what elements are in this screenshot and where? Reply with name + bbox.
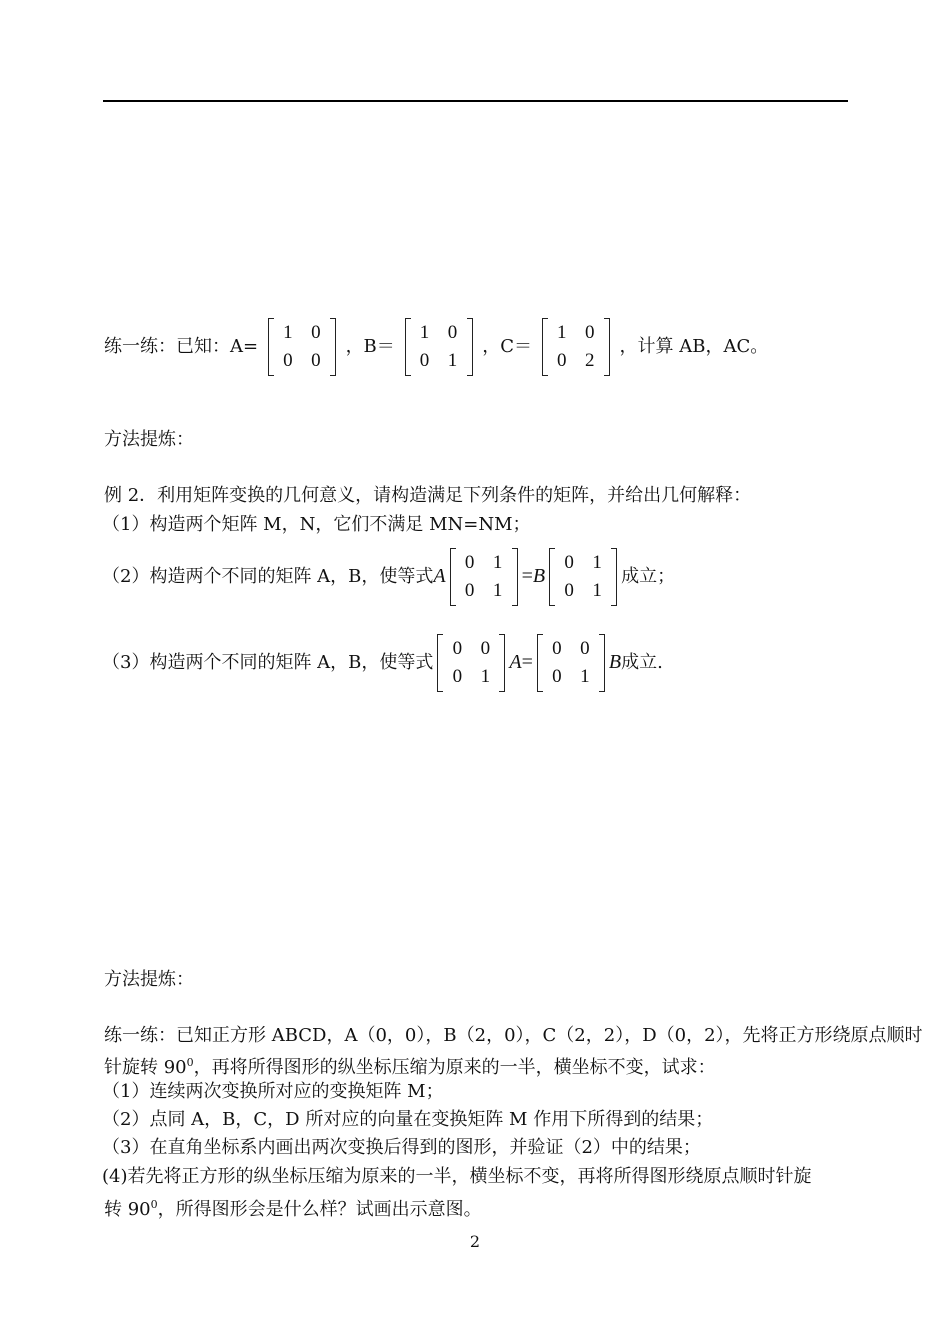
practice2-item4-line2: [104, 1193, 482, 1222]
equals-sign: =: [521, 565, 533, 587]
matrix-cell: 1: [480, 666, 491, 687]
example2-item1: （1）构造两个矩阵 M，N，它们不满足 MN=NM；: [102, 514, 531, 535]
matrix-cell: 0: [580, 638, 590, 659]
matrix-cell: 1: [592, 552, 602, 573]
matrix-cell: 1: [580, 666, 590, 687]
practice2-item2: （2）点同 A，B，C，D 所对应的向量在变换矩阵 M 作用下所得到的结果；: [102, 1109, 714, 1130]
matrix-cell: 0: [447, 322, 458, 343]
item3-prefix: （3）构造两个不同的矩阵 A，B，使等式: [102, 652, 434, 673]
matrix-cell: 0: [480, 638, 491, 659]
page-number: 2: [469, 1232, 481, 1251]
practice1-sep-c: ，C＝: [482, 336, 533, 357]
header-rule: [103, 100, 848, 102]
matrix-cell: 0: [557, 350, 567, 371]
item2-suffix: 成立；: [621, 566, 676, 587]
matrix-cell: 0: [464, 552, 475, 573]
matrix-cell: 1: [492, 552, 503, 573]
matrix-cell: 1: [447, 350, 458, 371]
line2-text: 针旋转 90: [104, 1057, 187, 1078]
var-b: B: [608, 651, 622, 673]
matrix-cell: 1: [592, 580, 602, 601]
item3-matrix-1: [437, 634, 505, 692]
matrix-cell: 0: [585, 322, 595, 343]
matrix-cell: 0: [564, 552, 574, 573]
matrix-cell: 1: [283, 322, 293, 343]
matrix-b: [405, 318, 473, 376]
practice2-item4-line1: (4)若先将正方形的纵坐标压缩为原来的一半，横坐标不变，再将所得图形绕原点顺时针旋: [102, 1166, 812, 1187]
matrix-cell: 0: [283, 350, 293, 371]
matrix-cell: 0: [311, 350, 321, 371]
var-b: B: [532, 565, 546, 587]
practice2-item3: （3）在直角坐标系内画出两次变换后得到的图形，并验证（2）中的结果；: [102, 1137, 701, 1158]
matrix-cell: 1: [492, 580, 503, 601]
matrix-cell: 0: [452, 666, 463, 687]
item3-suffix: 成立.: [621, 652, 663, 673]
matrix-cell: 0: [564, 580, 574, 601]
item4-text: ，所得图形会是什么样？试画出示意图。: [157, 1199, 482, 1220]
practice2-item1: （1）连续两次变换所对应的变换矩阵 M；: [102, 1081, 444, 1102]
practice1-sep-b: ，B＝: [345, 336, 395, 357]
practice2-line2: [104, 1051, 716, 1080]
item2-matrix-2: [549, 548, 617, 606]
degree-sup: 0: [150, 1198, 158, 1211]
practice1-line: [104, 318, 768, 376]
item3-matrix-2: [537, 634, 605, 692]
matrix-cell: 0: [311, 322, 321, 343]
line2-text: ，再将所得图形的纵坐标压缩为原来的一半，横坐标不变，试求：: [193, 1057, 716, 1078]
item2-matrix-1: [450, 548, 518, 606]
item2-prefix: （2）构造两个不同的矩阵 A，B，使等式: [102, 566, 434, 587]
example2-title: 例 2．利用矩阵变换的几何意义，请构造满足下列条件的矩阵，并给出几何解释：: [104, 485, 752, 506]
example2-item2: [102, 548, 675, 606]
practice2-line1: 练一练：已知正方形 ABCD，A（0，0），B（2，0），C（2，2），D（0，2），先将正方形绕原点顺时: [104, 1025, 923, 1046]
matrix-c: [542, 318, 610, 376]
matrix-cell: 2: [585, 350, 595, 371]
item4-text: 转 90: [104, 1199, 151, 1220]
equals-sign: =: [521, 651, 533, 673]
practice1-prefix: 练一练：已知：A=: [104, 336, 259, 357]
matrix-cell: 0: [419, 350, 430, 371]
matrix-a: [268, 318, 336, 376]
matrix-cell: 0: [464, 580, 475, 601]
method-heading-2: 方法提炼：: [104, 969, 194, 990]
matrix-cell: 0: [552, 666, 562, 687]
method-heading-1: 方法提炼：: [104, 429, 194, 450]
var-a: A: [509, 651, 522, 673]
degree-sup: 0: [186, 1056, 194, 1069]
var-a: A: [433, 565, 446, 587]
example2-item3: [102, 634, 663, 692]
matrix-cell: 0: [452, 638, 463, 659]
matrix-cell: 1: [419, 322, 430, 343]
matrix-cell: 0: [552, 638, 562, 659]
practice1-suffix: ，计算 AB，AC。: [619, 336, 769, 357]
matrix-cell: 1: [557, 322, 567, 343]
